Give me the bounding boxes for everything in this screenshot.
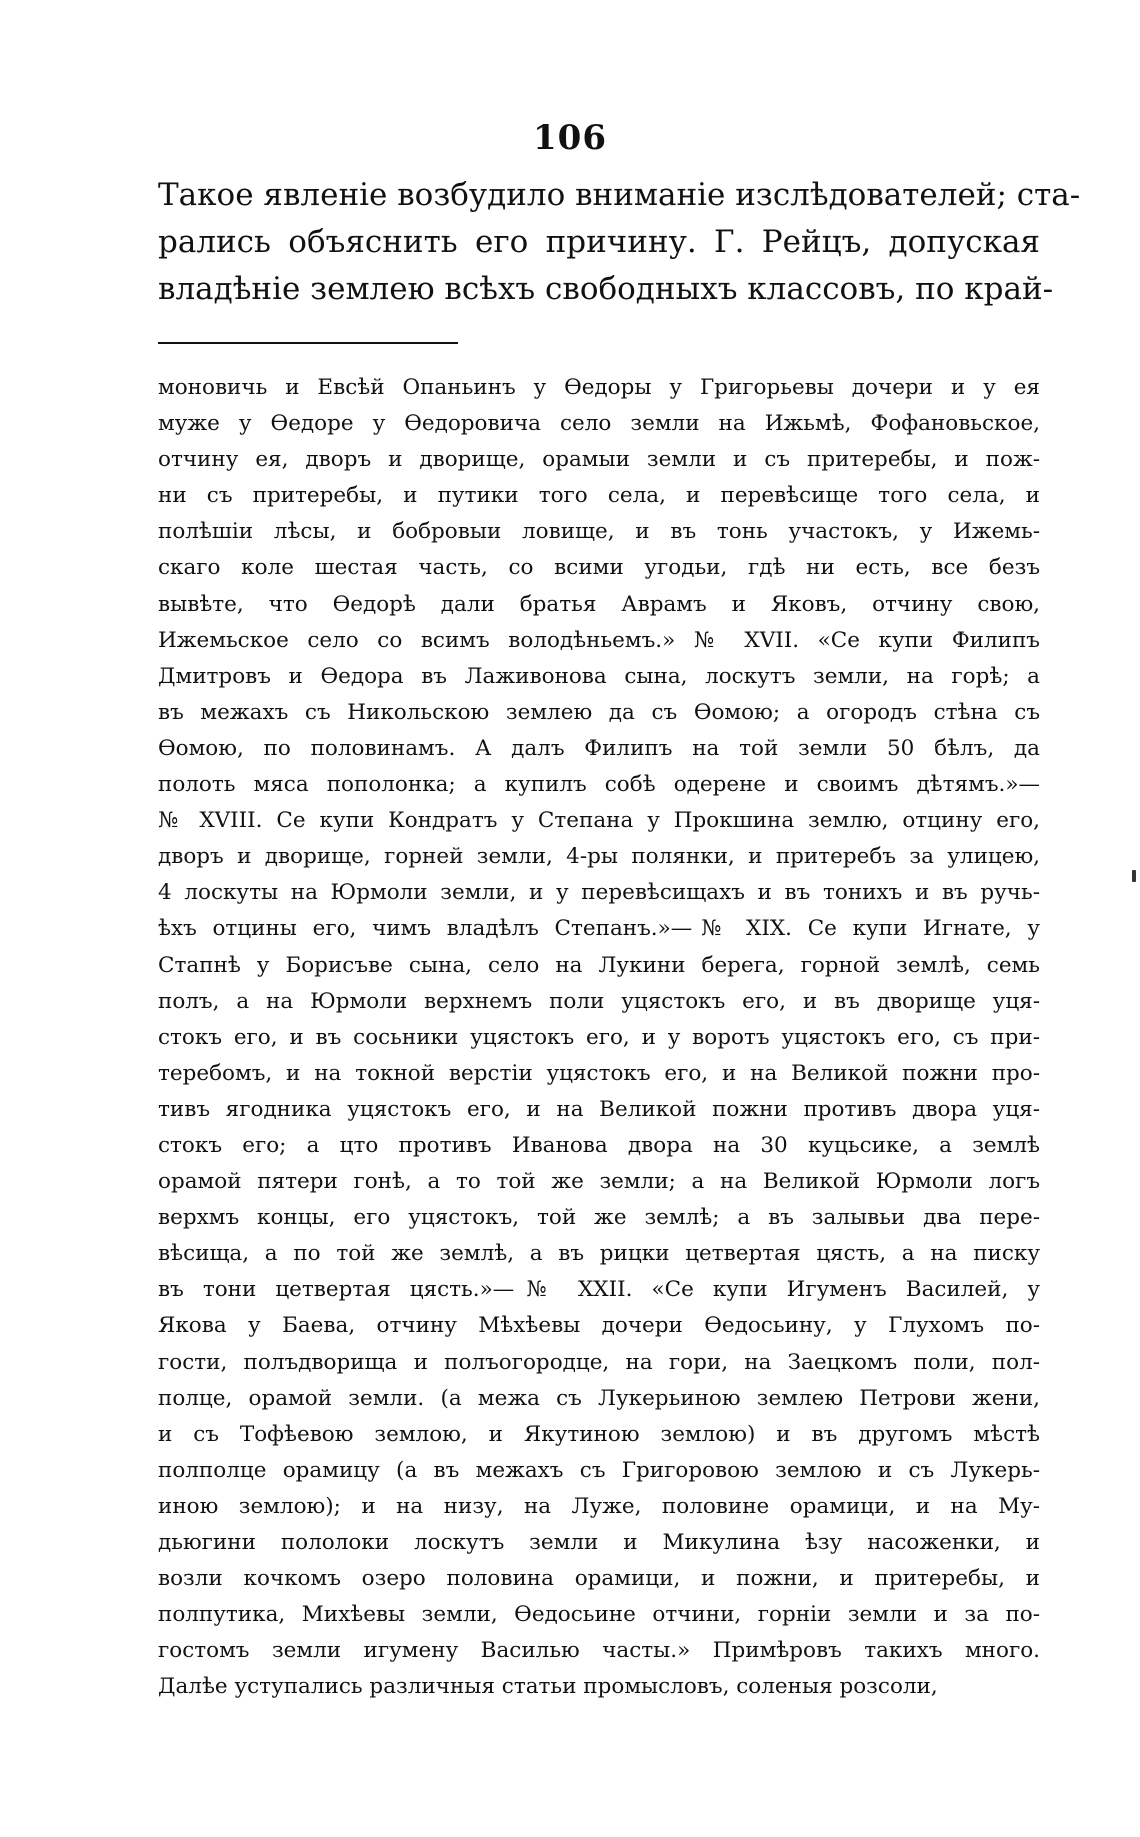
footnote-line: Стапнѣ у Борисъве сына, село на Лукини берега, горной землѣ, семь [158,952,1040,978]
footnote-line: верхмъ концы, его уцястокъ, той же землѣ; а въ залывьи два пере- [158,1205,1040,1231]
footnote-line: орамой пятери гонѣ, а то той же земли; а на Великой Юрмоли логъ [158,1169,1040,1195]
footnote-line: гости, полъдворища и полъогородце, на гори, на Заецкомъ поли, пол- [158,1349,1040,1375]
footnote-line: мужe у Ѳедоре у Ѳедоровича село земли на Ижьмѣ, Фофановьское, [158,411,1040,437]
footnote-line: моновичь и Евсѣй Опаньинъ у Ѳедоры у Григорьевы дочери и у ея [158,375,1040,400]
main-text [158,172,1081,313]
footnote-line: теребомъ, и на токной верстіи уцястокъ его, и на Великой пожни про- [158,1060,1040,1086]
footnote-line: Ижемьское село со всимъ володѣньемъ.» № XVII. «Се купи Филипъ [158,627,1040,653]
footnote-divider [158,342,458,344]
footnote-line: Далѣе уступались различныя статьи промысловъ, соленыя розсоли, [158,1674,938,1700]
footnote-line: вѣсища, а по той же землѣ, а въ рицки цетвертая цясть, а на писку [158,1241,1040,1267]
footnote [158,370,1040,1705]
footnote-line: и съ Тофѣевою землою, и Якутиною землою) и въ другомъ мѣстѣ [158,1421,1040,1447]
footnote-line: ни съ притеребы, и путики того села, и перевѣсище того села, и [158,483,1040,509]
footnote-line: возли кочкомъ озеро половина орамици, и пожни, и притеребы, и [158,1566,1040,1592]
footnote-line: полѣшіи лѣсы, и бобровыи ловище, и въ тонь участокъ, у Ижемь- [158,519,1040,545]
main-text-line: рались объяснить его причину. Г. Рейцъ, допуская [158,224,1040,260]
main-text-line: Такое явленіе возбудило вниманіе изслѣдователей; ста- [158,177,1081,213]
footnote-line: ѣхъ отцины его, чимъ владѣлъ Степанъ.»—№ XIX. Се купи Игнате, у [158,916,1040,942]
footnote-line: въ межахъ съ Никольскою землею да съ Ѳомою; а огородъ стѣна съ [158,699,1040,725]
footnote-line: отчину ея, дворъ и дворище, орамыи земли и съ притеребы, и пож- [158,447,1040,473]
footnote-line: Якова у Баева, отчину Мѣхѣевы дочери Ѳедосьину, у Глухомъ по- [158,1313,1040,1339]
footnote-line: полпутика, Михѣевы земли, Ѳедосьине отчини, горніи земли и за по- [158,1602,1040,1628]
footnote-line: Дмитровъ и Ѳедора въ Лаживонова сына, лоскутъ земли, на горѣ; а [158,663,1040,689]
page-number: 106 [533,118,607,158]
footnote-line: полце, орамой земли. (а межа съ Лукерьиною землею Петрови жени, [158,1385,1040,1411]
footnote-line: тивъ ягодника уцястокъ его, и на Великой пожни противъ двора уця- [158,1096,1040,1122]
footnote-line: гостомъ земли игумену Василью часты.» Примѣровъ такихъ много. [158,1638,1040,1664]
footnote-line: Ѳомою, по половинамъ. А далъ Филипъ на той земли 50 бѣлъ, да [158,735,1040,761]
footnote-line: дворъ и дворище, горней земли, 4-ры полянки, и притеребъ за улицею, [158,844,1040,870]
footnote-line: № XVIII. Се купи Кондратъ у Степана у Прокшина землю, отцину его, [158,808,1040,834]
footnote-line: скаго коле шестая часть, со всими угодьи, гдѣ ни есть, все безъ [158,555,1040,581]
footnote-line: 4 лоскуты на Юрмоли земли, и у перевѣсищахъ и въ тонихъ и въ ручь- [158,880,1040,906]
footnote-line: стокъ его, и въ сосьники уцястокъ его, и у воротъ уцястокъ его, съ при- [158,1024,1040,1050]
footnote-line: вывѣте, что Ѳедорѣ дали братья Аврамъ и Яковъ, отчину свою, [158,591,1040,617]
footnote-line: полполце орамицу (а въ межахъ съ Григоровою землою и съ Лукерь- [158,1457,1040,1483]
footnote-line: полоть мяса пополонка; а купилъ собѣ одерене и своимъ дѣтямъ.»— [158,772,1040,798]
footnote-line: иною землою); и на низу, на Луже, половине орамици, и на Му- [158,1493,1040,1519]
main-text-line: владѣніе землею всѣхъ свободныхъ классовъ, по край- [158,271,1054,307]
margin-mark [1132,870,1136,882]
footnote-line: въ тони цетвертая цясть.»—№ XXII. «Се купи Игуменъ Василей, у [158,1277,1040,1303]
footnote-line: дьюгини пололоки лоскутъ земли и Микулина ѣзу насоженки, и [158,1530,1040,1555]
footnote-line: полъ, а на Юрмоли верхнемъ поли уцястокъ его, и въ дворище уця- [158,988,1040,1014]
footnote-line: стокъ его; а цто противъ Иванова двора на 30 куцьсике, а землѣ [158,1132,1040,1158]
